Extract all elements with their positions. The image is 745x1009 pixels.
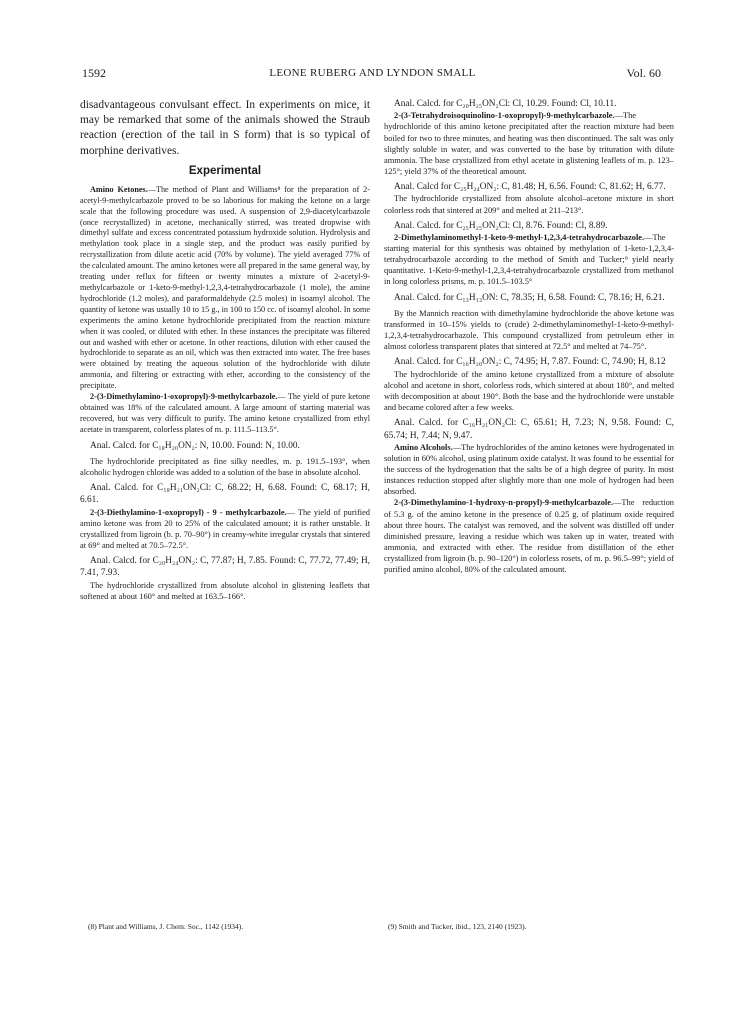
paragraph-dimethylamino — [80, 392, 370, 436]
volume-label: Vol. 60 — [626, 66, 661, 80]
running-head-authors: LEONE RUBERG AND LYNDON SMALL — [269, 67, 476, 79]
paragraph-mannich: By the Mannich reaction with dimethylamine hydrochloride the above ketone was transformed in 10–15% yields to (crude) 2-dimethylaminomethyl-1-keto-9-methyl-1,2,3,4-tetrahydrocarbazole. This compound crystallized from petroleum ether in almost colorless transparent plates that sintered at 72.5° and melted at 74–75°. — [384, 308, 674, 352]
paragraph-amino-ketones — [80, 185, 370, 392]
text-amino-ketones: —The method of Plant and Williams⁸ for the preparation of 2-acetyl-9-methylcarbazole proved to be so laborious for making the ketone on a large scale that the following procedure was used. A suspension of 2,9-diacetylcarbazole (once recrystallized) in acetone, mechanically stirred, was treated dropwise with dimethyl sulfate and excess concentrated potassium hydroxide solution. Hydrolysis and methylation took place in a single step, and the product was easily purified by recrystallization from dilute acetic acid (70% by volume). The yield averaged 77% of the calculated amount. The amino ketones were all prepared in the same general way, by treating under reflux for fifteen or twenty minutes a mixture of 2-acetyl-9-methylcarbazole or 1-keto-9-methyl-1,2,3,4-tetrahydrocarbazole (1 mole), the amine hydrochloride (1.2 moles), and paraformaldehyde (2.5 moles) in isoamyl alcohol. The quantity of ketone was usually 10 to 15 g., in 100 to 150 cc. of isoamyl alcohol. In some experiments the amino ketone hydrochloride precipitated from the reaction mixture when it was cooled, or diluted with ether. In these instances the precipitate was filtered out and washed with ether or acetone. In other reactions, dilution with ether caused the hydrochloride to separate as an oil, which was then extracted into water. The free bases were obtained by treating the aqueous solution of the hydrochloride with dilute ammonia, and filtering or extracting with ether, according to the consistency of the precipitate. — [80, 184, 370, 391]
heading-amino-ketones: Amino Ketones. — [90, 184, 148, 194]
heading-dimethylamino: 2-(3-Dimethylamino-1-oxopropyl)-9-methylcarbazole. — [90, 392, 278, 402]
paragraph-hydroxy-propyl — [384, 497, 674, 575]
text-amino-alcohols: —The hydrochlorides of the amino ketones were hydrogenated in solution in 60% alcohol, using platinum oxide catalyst. It was found to be essential for the success of the hydrogenation that the salts be of a high degree of purity. In most instances reduction stopped after slightly more than one mole of hydrogen had been absorbed. — [384, 442, 674, 497]
analysis-7: Anal. Calcd. for C₁₆H₂₀ON₂: C, 74.95; H, 7.87. Found: C, 74.90; H, 8.12 — [394, 357, 666, 368]
text-keto: —The starting material for this synthesis was obtained by methylation of 1-keto-1,2,3,4-tetrahydrocarbazole according to the method of Smith and Tucker;⁹ yield nearly quantitative. 1-Keto-9-methyl-1,2,3,4-tetrahydrocarbazole crystallized from methanol in long colorless prisms, m. p. 101.5–103.5° — [384, 232, 674, 287]
footnote-8: (8) Plant and Williams, J. Chem. Soc., 1142 (1934). — [88, 922, 244, 931]
paragraph-tetrahydroisoquinolino — [384, 110, 674, 177]
heading-amino-alcohols: Amino Alcohols. — [394, 442, 453, 452]
analysis-top: Anal. Calcd. for C₂₀H₂₅ON₂Cl: Cl, 10.29. Found: Cl, 10.11. — [394, 99, 617, 109]
text-dimethylamino: — The yield of pure ketone obtained was 18% of the calculated amount. A large amount of starting material was recovered, but was very difficult to purify. The amino ketone crystallized from ethyl acetate in transparent, colorless plates of m. p. 111.5–113.5°. — [80, 392, 370, 434]
right-column — [384, 98, 674, 576]
left-column — [80, 98, 370, 602]
section-title: Experimental — [188, 164, 262, 177]
analysis-3: Anal. Calcd. for C₂₀H₂₄ON₂: C, 77.87; H, 7.85. Found: C, 77.72, 77.49; H, 7.41, 7.93. — [80, 556, 370, 579]
analysis-5: Anal. Calcd. for C₂₅H₂₅ON₂Cl: Cl, 8.76. Found: Cl, 8.89. — [394, 220, 608, 231]
paragraph-keto — [384, 232, 674, 288]
hydrochloride-4: The hydrochloride crystallized from absolute alcohol–acetone mixture in short colorless rods that sintered at 209° and melted at 211–213°. — [384, 194, 674, 215]
hydrochloride-3: The hydrochloride crystallized from absolute alcohol in glistening leaflets that softened at about 160° and melted at 163.5–166°. — [80, 580, 370, 601]
analysis-6: Anal. Calcd. for C₁₃H₁₃ON: C, 78.35; H, 6.58. Found: C, 78.16; H, 6.21. — [394, 292, 665, 303]
heading-keto: 2-Dimethylaminomethyl-1-keto-9-methyl-1,2,3,4-tetrahydrocarbazole. — [394, 232, 645, 242]
text-diethylamino: — The yield of purified amino ketone was from 20 to 25% of the calculated amount; it is rather unstable. It crystallized from ligroin (b. p. 70–90°) in creamy-white irregular crystals that sintered at 69° and melted at 70.5–72.5°. — [80, 507, 370, 551]
text-tetrahydroisoquinolino: —The hydrochloride of this amino ketone precipitated after the reaction mixture had been boiled for two to three minutes, and heating was then discontinued. The salt was only slightly soluble in water, and was converted to the base by trituration with dilute ammonia. The base crystallized from ethyl acetate in glistening leaflets of m. p. 123–125°; yield 37% of the theoretical amount. — [384, 111, 674, 176]
page-number: 1592 — [82, 66, 106, 80]
analysis-8: Anal. Calcd. for C₁₆H₂₁ON₂Cl: C, 65.61; H, 7.23; N, 9.58. Found: C, 65.74; H, 7.44; N, 9.47. — [384, 418, 674, 441]
analysis-4: Anal. Calcd for C₂₅H₂₄ON₂: C, 81.48; H, 6.56. Found: C, 81.62; H, 6.77. — [394, 182, 666, 193]
intro-paragraph: disadvantageous convulsant effect. In experiments on mice, it may be remarked that some of the animals showed the Straub reaction (erection of the tail in S form) that is so typical of morphine derivatives. — [80, 99, 370, 157]
analysis-1: Anal. Calcd. for C₁₈H₂₀ON₂: N, 10.00. Found: N, 10.00. — [90, 440, 300, 451]
paragraph-diethylamino — [80, 507, 370, 552]
heading-diethylamino: 2-(3-Diethylamino-1-oxopropyl) - 9 - methylcarbazole. — [90, 507, 287, 517]
paragraph-amino-alcohols — [384, 442, 674, 498]
heading-tetrahydroisoquinolino: 2-(3-Tetrahydroisoquinolino-1-oxopropyl)-9-methylcarbazole. — [394, 111, 615, 121]
hydrochloride-7: The hydrochloride of the amino ketone crystallized from a mixture of absolute alcohol and acetone in short, colorless rods, which sintered at about 180°, and melted with decomposition at about 190°. Both the base and the hydrochloride were unstable and became colored after a few weeks. — [384, 369, 674, 413]
footnote-9: (9) Smith and Tucker, ibid., 123, 2140 (1923). — [388, 922, 527, 931]
hydrochloride-1: The hydrochloride precipitated as fine silky needles, m. p. 191.5–193°, when alcoholic hydrogen chloride was added to a solution of the base in absolute alcohol. — [80, 456, 370, 478]
heading-hydroxy-propyl: 2-(3-Dimethylamino-1-hydroxy-n-propyl)-9-methylcarbazole. — [394, 498, 614, 508]
analysis-2: Anal. Calcd. for C₁₈H₂₁ON₂Cl: C, 68.22; H, 6.68. Found: C, 68.17; H, 6.61. — [80, 483, 370, 506]
text-hydroxy-propyl: —The reduction of 5.3 g. of the amino ketone in the presence of 0.25 g. of platinum oxide required about three hours. The catalyst was removed, and the solvent was distilled off under diminished pressure, leaving a residue which was taken up in water, treated with ammonia, and extracted with ether. The residue from distillation of the ether crystallized from ligroin (b. p. 90–120°) in colorless rosets, of m. p. 96.5–99°; yield of purified amino alcohol, 80% of the calculated amount. — [384, 498, 674, 575]
